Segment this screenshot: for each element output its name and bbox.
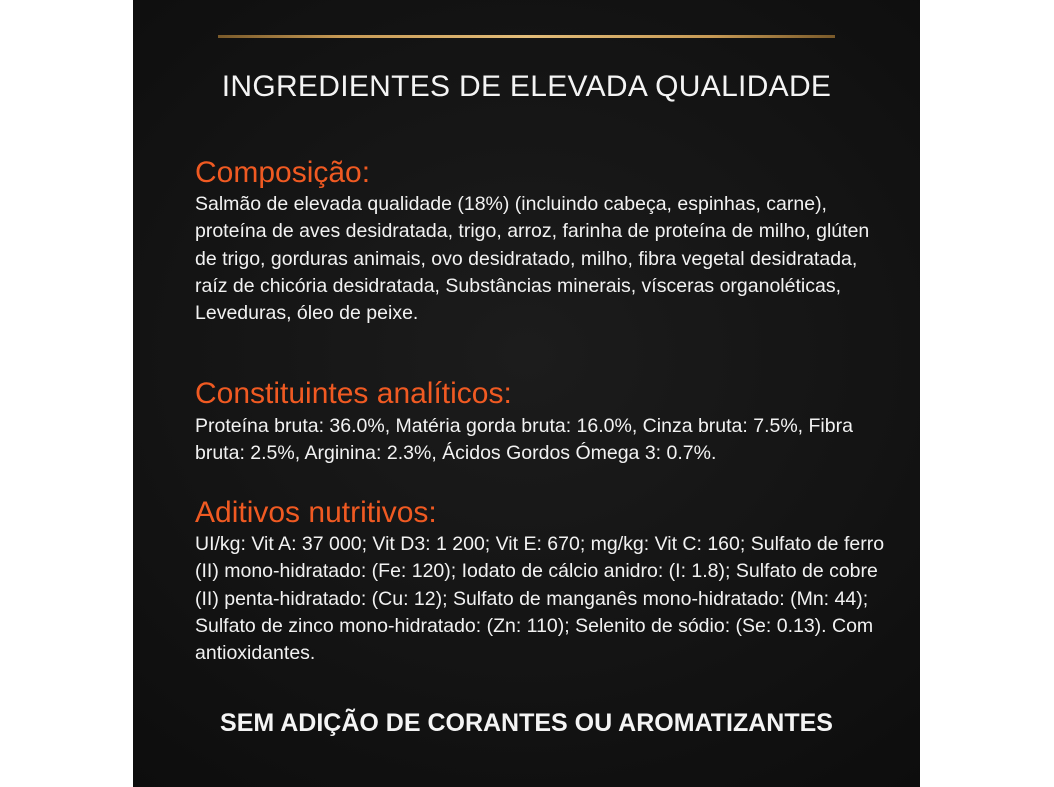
composition-heading: Composição:	[195, 156, 371, 189]
analytical-constituents-text: Proteína bruta: 36.0%, Matéria gorda bruta: 16.0%, Cinza bruta: 7.5%, Fibra bruta: 2.5%, Arginina: 2.3%, Ácidos Gordos Ómega 3: 0.7%.	[195, 415, 853, 465]
nutritional-additives-heading: Aditivos nutritivos:	[195, 496, 437, 529]
ingredients-panel	[133, 0, 920, 787]
composition-text: Salmão de elevada qualidade (18%) (incluindo cabeça, espinhas, carne), proteína de aves desidratada, trigo, arroz, farinha de proteína de milho, glúten de trigo, gorduras animais, ovo desidratado, milho, fibra vegetal desidratada, raíz de chicória desidratada, Substâncias minerais, vísceras organoléticas, Leveduras, óleo de peixe.	[195, 193, 870, 325]
nutritional-additives-text: UI/kg: Vit A: 37 000; Vit D3: 1 200; Vit E: 670; mg/kg: Vit C: 160; Sulfato de ferro (II) mono-hidratado: (Fe: 120); Iodato de cálcio anidro: (I: 1.8); Sulfato de cobre (II) penta-hidratado: (Cu: 12); Sulfato de manganês mono-hidratado: (Mn: 44); Sulfato de zinco mono-hidratado: (Zn: 110); Selenito de sódio: (Se: 0.13). Com antioxidantes.	[195, 533, 885, 665]
gold-divider	[218, 35, 835, 38]
page-title: INGREDIENTES DE ELEVADA QUALIDADE	[221, 70, 832, 103]
no-additives-note: SEM ADIÇÃO DE CORANTES OU AROMATIZANTES	[220, 709, 833, 737]
analytical-constituents-heading: Constituintes analíticos:	[195, 377, 512, 410]
